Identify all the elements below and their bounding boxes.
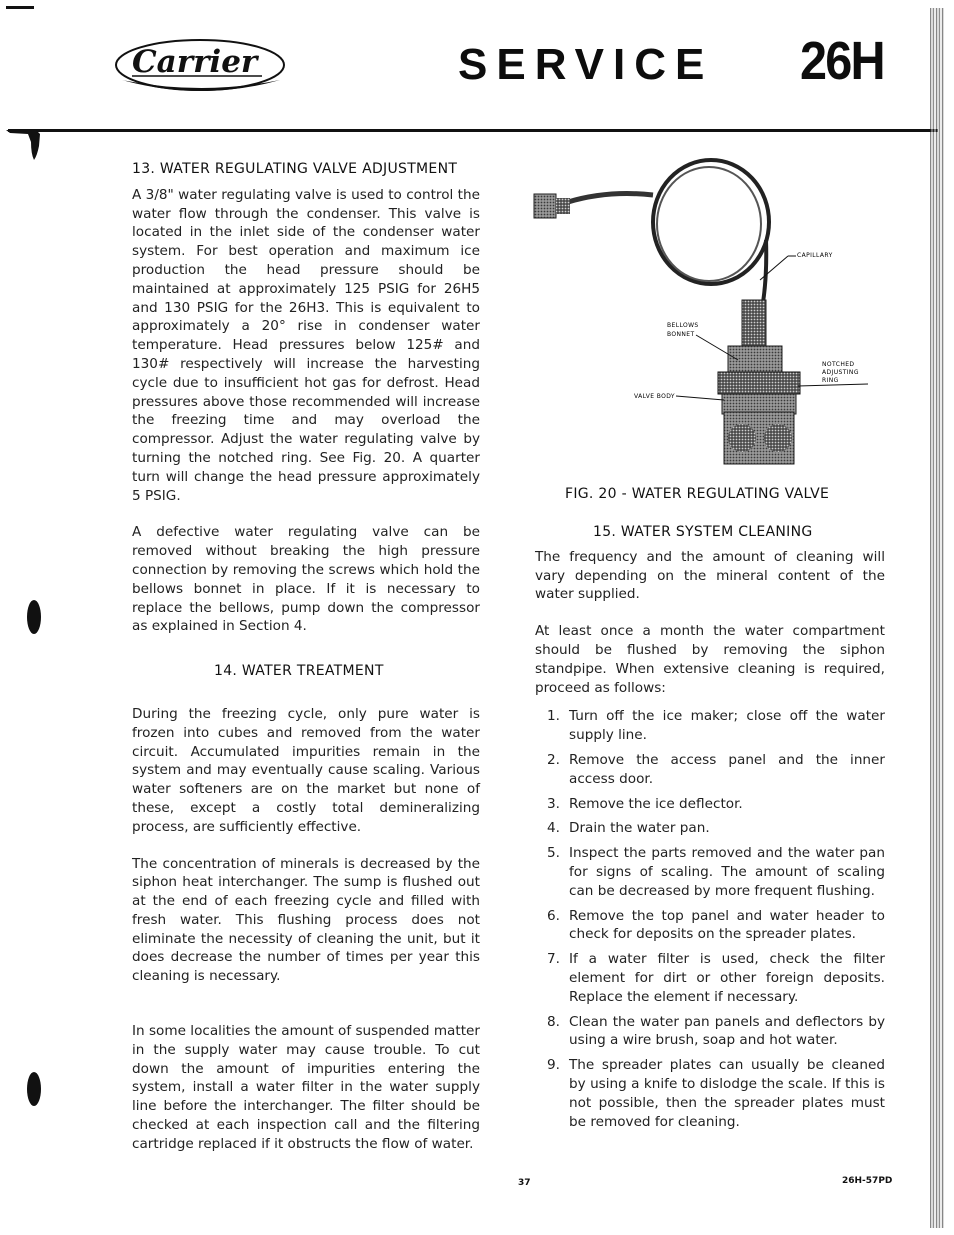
- cleaning-steps-list: [535, 707, 885, 1131]
- figure-caption: FIG. 20 - WATER REGULATING VALVE: [565, 486, 830, 502]
- list-item: 8. Clean the water pan panels and deflectors by using a wire brush, soap and hot water.: [547, 1013, 885, 1049]
- section-13-heading: 13. WATER REGULATING VALVE ADJUSTMENT: [132, 161, 458, 177]
- page-edge: [930, 8, 944, 1228]
- carrier-logo: [112, 36, 288, 98]
- section-14-heading: 14. WATER TREATMENT: [214, 663, 384, 680]
- section-14-paragraph-2: The concentration of minerals is decreased by the siphon heat interchanger. The sump is flushed out at the end of each freezing cycle and filled with fresh water. This flushing process does not eliminate the necessity of cleaning the unit, but it does decrease the number of times per year this cleaning is necessary.: [132, 855, 480, 985]
- punch-hole: [27, 600, 41, 634]
- section-13-paragraph-1: A 3/8" water regulating valve is used to control the water flow through the condenser. This valve is located in the inlet side of the condenser water system. For best operation and maximum ice production the head pressure should be maintained at approximately 125 PSIG for 26H5 and 130 PSIG for the 26H3. This is equivalent to approximately a 20° rise in condenser water temperature. Head pressures below 125# and 130# respectively will increase the harvesting cycle due to insufficient hot gas for defrost. Head pressures above those recommended will increase the freezing time and may overload the compressor. Adjust the water regulating valve by turning the notched ring. See Fig. 20. A quarter turn will change the head pressure approximately 5 PSIG.: [132, 186, 480, 504]
- model-number: 26H: [800, 31, 884, 91]
- section-14-paragraph-1: During the freezing cycle, only pure water is frozen into cubes and removed from the water circuit. Accumulated impurities remain in the system and may eventually cause scaling. Various water softeners are on the market but none of these, except a costly total demineralizing process, are sufficiently effective.: [132, 705, 480, 835]
- logo-text: Carrier: [132, 44, 258, 80]
- label-notched-line2: ADJUSTING: [822, 369, 859, 376]
- section-13-paragraph-2: A defective water regulating valve can be removed without breaking the high pressure connection by removing the screws which hold the bellows bonnet in place. If it is necessary to replace the bellows, pump down the compressor as explained in Section 4.: [132, 524, 480, 635]
- list-item: 9. The spreader plates can usually be cleaned by using a knife to dislodge the scale. If this is not possible, then the spreader plates must be removed for cleaning.: [547, 1057, 885, 1130]
- label-valve-body: VALVE BODY: [634, 393, 676, 400]
- corner-mark: [6, 6, 34, 9]
- section-14-paragraph-3: In some localities the amount of suspended matter in the supply water may cause trouble. To cut down the amount of impurities entering the system, install a water filter in the water supply line before the interchanger. The filter should be checked at each inspection call and the filtering cartridge replaced if it obstructs the flow of water.: [132, 1023, 480, 1152]
- label-capillary: CAPILLARY: [797, 252, 833, 259]
- list-item: 4. Drain the water pan.: [547, 820, 710, 837]
- right-column: [535, 523, 885, 1137]
- section-15-paragraph-2: At least once a month the water compartment should be flushed by removing the siphon standpipe. When extensive cleaning is required, proceed as follows:: [535, 623, 885, 696]
- header-rule: [8, 129, 938, 132]
- water-regulating-valve-figure: [528, 150, 878, 470]
- label-notched-line1: NOTCHED: [822, 361, 855, 368]
- label-bellows-bonnet-line2: BONNET: [667, 331, 695, 338]
- list-item: 7. If a water filter is used, check the filter element for dirt or other foreign deposits. Replace the element if necessary.: [547, 951, 885, 1005]
- list-item: 1. Turn off the ice maker; close off the water supply line.: [547, 708, 885, 744]
- punch-hole: [27, 1072, 41, 1106]
- page-title: SERVICE: [458, 40, 714, 89]
- list-item: 2. Remove the access panel and the inner access door.: [547, 751, 885, 787]
- list-item: 3. Remove the ice deflector.: [547, 795, 743, 812]
- label-notched-line3: RING: [822, 377, 839, 384]
- rule-ornament: [6, 128, 46, 164]
- section-15-paragraph-1: The frequency and the amount of cleaning will vary depending on the mineral content of the water supplied.: [535, 548, 885, 603]
- list-item: 5. Inspect the parts removed and the water pan for signs of scaling. The amount of scaling can be decreased by more frequent flushing.: [547, 845, 885, 899]
- label-bellows-bonnet-line1: BELLOWS: [667, 322, 699, 329]
- left-column: [132, 160, 480, 1154]
- page-number: 37: [518, 1178, 531, 1188]
- document-code: 26H-57PD: [842, 1176, 893, 1186]
- section-15-heading: 15. WATER SYSTEM CLEANING: [593, 524, 813, 540]
- list-item: 6. Remove the top panel and water header to check for deposits on the spreader plates.: [547, 907, 885, 943]
